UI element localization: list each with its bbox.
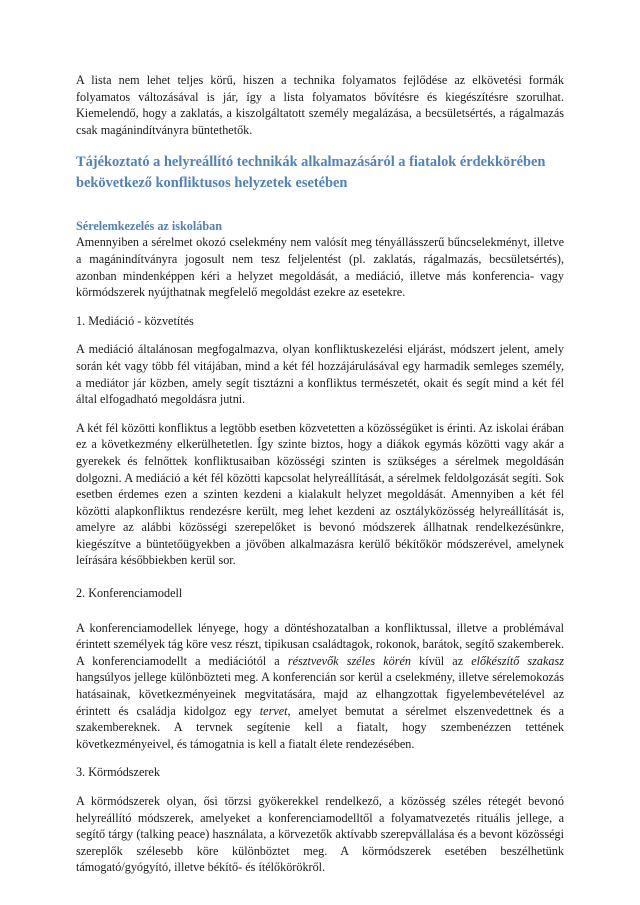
conference-emphasis-preparation: előkészítő szakasz <box>471 653 564 668</box>
subsection-title: Sérelemkezelés az iskolában <box>76 219 223 234</box>
conference-emphasis-plan: tervet <box>259 703 288 718</box>
intro-paragraph: A lista nem lehet teljes körű, hiszen a technika folyamatos fejlődése az elkövetési formák folyamatos változásával is jár, így a lista folyamatos bővítésre és kiegészítésre szorulhat. Kiemelendő, hogy a zaklatás, a kiszolgáltatott személy megalázása, a becsületsértés, a rágalmazás csak magánindítványra büntethetők. <box>76 73 564 137</box>
subsection-paragraph: Amennyiben a sérelmet okozó cselekmény nem valósít meg tényállásszerű bűncselekményt, illetve a magánindítványra jogosult nem tesz feljelentést (pl. zaklatás, rágalmazás, becsületsértés), azonban mindenképpen kéri a helyzet megoldását, a mediáció, illetve más konferencia- vagy körmódszerek nyújthatnak megfelelő megoldást ezekre az esetekre. <box>76 235 564 300</box>
conference-paragraph <box>76 620 564 753</box>
conference-emphasis-participants: résztvevők széles körén <box>287 653 412 668</box>
conference-text-part-4: , amelyet bemutat a sérelmet elszenvedettnek és a szakembereknek. A tervnek segítenie kell a fiatalt, hogy szembenézzen tettének következményeivel, és támogatnia is kell a fiatalt élete rendezésében. <box>76 703 564 751</box>
conference-text-part-3: hangsúlyos jellege különbözteti meg. A konferencián sor kerül a cselekmény, illetve sérelemokozás hatásainak, következményeinek megvitatására, majd az elhangzottak figyelembevételével az érintett és családja kidolgoz egy <box>76 670 564 718</box>
circles-paragraph: A körmódszerek olyan, ősi törzsi gyökerekkel rendelkező, a közösség széles rétegét bevonó helyreállító módszerek, amelyeket a konferenciamodelltől a folyamatvezetés rituális jellege, a segítő tárgy (talking peace) használata, a körvezetők aktívabb szerepvállalása és a bevont közösségi szereplők szélesebb köre különböztet meg. A körmódszerek esetében beszélhetünk támogató/gyógyító, illetve békítő- és ítélőkörökről. <box>76 794 564 875</box>
section-heading-circles: 3. Körmódszerek <box>76 765 160 780</box>
mediation-paragraph-2: A két fél közötti konfliktus a legtöbb esetben közvetetten a közösségüket is érinti. Az iskolai érában ez a következmény elkerülhetetlen. Így szinte biztos, hogy a diákok egymás közötti vagy akár a gyerekek és felnőttek konfliktusaiban közösségi szinten is szükséges a sérelmek megoldásán dolgozni. A mediáció a két fél közötti kapcsolat helyreállítását, a sérelmek feldolgozását segíti. Sok esetben érdemes ezen a szinten kezdeni a kialakult helyzet megoldását. Amennyiben a két fél közötti alapkonfliktus rendezésre került, meg lehet kezdeni az osztályközösség helyreállítását is, amelyre az alábbi közösségi szerepelőket is bevonó módszerek állhatnak rendelkezésünkre, kiegészítve a büntetőügyekben a jövőben alkalmazásra kerülő békítőkör módszerével, amelynek leírására későbbiekben kerül sor. <box>76 420 564 568</box>
section-heading-conference: 2. Konferenciamodell <box>76 586 183 601</box>
conference-text-part-2: kívül az <box>411 653 472 668</box>
conference-text-part-1: A konferenciamodellek lényege, hogy a döntéshozatalban a konfliktussal, illetve a problémával érintett személyek tág köre vesz részt, tipikusan családtagok, rokonok, barátok, segítő szakemberek. A konferenciamodellt a mediációtól a <box>76 620 565 668</box>
mediation-paragraph-1: A mediáció általánosan megfogalmazva, olyan konfliktuskezelési eljárást, módszert jelent, amely során két vagy több fél vitájában, mind a két fél hozzájárulásával egy harmadik semleges személy, a mediátor jár közben, amely segít tisztázni a konfliktus természetét, okait és segít mind a két fél által elfogadható megoldásra jutni. <box>76 342 564 407</box>
main-title: Tájékoztató a helyreállító technikák alkalmazásáról a fiatalok érdekkörében bekövetkező konfliktusos helyzetek esetében <box>76 154 546 192</box>
section-heading-mediation: 1. Mediáció - közvetítés <box>76 313 194 328</box>
document-page <box>76 72 564 876</box>
